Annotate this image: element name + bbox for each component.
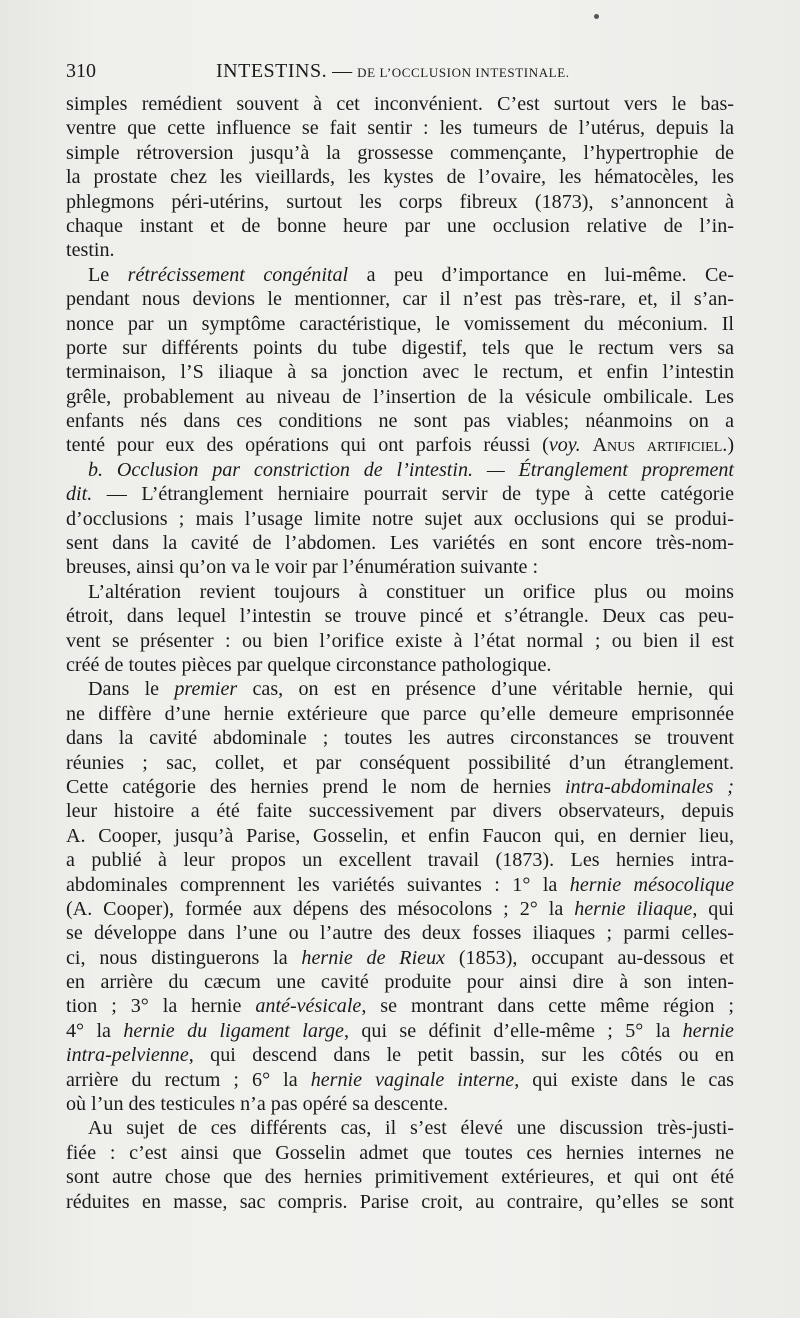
text-line: A. Cooper, jusqu’à Parise, Gosselin, et enfin Faucon qui, en dernier lieu,: [66, 824, 734, 847]
text-line: dans la cavité abdominale ; toutes les autres circonstances se trouvent: [66, 727, 734, 750]
text-line: [66, 677, 734, 701]
text-span: (1853), occupant au-dessous et: [445, 946, 734, 969]
text-line: réduites en masse, sac compris. Parise croit, au contraire, qu’elles se sont: [66, 1190, 734, 1213]
page-number: 310: [66, 60, 96, 82]
text-line: [66, 1019, 734, 1043]
page-header: [66, 58, 734, 84]
running-head: [216, 58, 570, 86]
text-line: L’altération revient toujours à constituer un orifice plus ou moins: [88, 580, 734, 603]
italic-span: hernie du ligament large: [123, 1019, 344, 1042]
text-line: phlegmons péri-utérins, surtout les corps fibreux (1873), s’annoncent à: [66, 190, 734, 213]
text-span: Cette catégorie des hernies prend le nom de hernies: [66, 775, 565, 798]
italic-span: hernie mésocolique: [569, 873, 735, 896]
text-line: [66, 775, 734, 799]
italic-span: anté-vésicale: [255, 995, 362, 1018]
text-line: [66, 263, 734, 287]
text-line: la prostate chez les vieillards, les kystes de l’ovaire, les hématocèles, les: [66, 166, 734, 189]
text-span: , qui: [692, 897, 734, 920]
text-line: grêle, probablement au niveau de l’insertion de la vésicule ombilicale. Les: [66, 385, 734, 408]
text-span: , se montrant dans cette même région ;: [361, 995, 734, 1018]
text-line: sent dans la cavité de l’abdomen. Les variétés en sont encore très-nom-: [66, 532, 734, 555]
text-line: simples remédient souvent à cet inconvénient. C’est surtout vers le bas-: [66, 93, 734, 115]
text-span: , qui se définit d’elle-même ; 5° la: [343, 1019, 683, 1042]
text-span: Le: [88, 263, 128, 286]
italic-span: intra-pelvienne: [66, 1044, 189, 1067]
text-span: tenté pour eux des opérations qui ont parfois réussi (: [66, 434, 549, 457]
ink-speck: [594, 14, 599, 19]
text-line: breuses, ainsi qu’on va le voir par l’énumération suivante :: [66, 556, 539, 579]
text-line: [66, 458, 734, 482]
text-line: vent se présenter : ou bien l’orifice existe à l’état normal ; ou bien il est: [66, 629, 734, 652]
running-head-dash: —: [332, 60, 353, 82]
italic-span: dit.: [66, 483, 93, 506]
text-line: [66, 994, 734, 1018]
text-line: chaque instant et de bonne heure par une occlusion relative de l’in-: [66, 214, 734, 237]
text-line: sont autre chose que des hernies primitivement extérieures, et qui ont été: [66, 1166, 734, 1189]
body-text: [66, 92, 734, 1214]
text-span: [581, 434, 593, 456]
text-line: créé de toutes pièces par quelque circonstance pathologique.: [66, 653, 552, 676]
text-line: [66, 873, 734, 897]
text-line: Au sujet de ces différents cas, il s’est élevé une discussion très-justi-: [88, 1117, 734, 1140]
text-line: en arrière du cæcum une cavité produite pour ainsi dire à son inten-: [66, 971, 734, 994]
text-line: [66, 1043, 734, 1067]
text-line: ventre que cette influence se fait sentir : les tumeurs de l’utérus, depuis la: [66, 117, 734, 140]
italic-span: hernie: [682, 1019, 734, 1042]
italic-span: voy.: [548, 434, 581, 457]
text-line: a publié à leur propos un excellent travail (1873). Les hernies intra-: [66, 849, 734, 872]
text-line: nonce par un symptôme caractéristique, le vomissement du méconium. Il: [66, 312, 734, 335]
text-span: .): [722, 434, 735, 457]
text-span: (A. Cooper), formée aux dépens des mésocolons ; 2° la: [66, 897, 575, 920]
text-span: tion ; 3° la hernie: [66, 995, 256, 1018]
text-line: où l’un des testicules n’a pas opéré sa descente.: [66, 1093, 449, 1116]
text-line: enfants nés dans ces conditions ne sont pas viables; néanmoins on a: [66, 410, 734, 433]
text-line: fiée : c’est ainsi que Gosselin admet que toutes ces hernies internes ne: [66, 1141, 734, 1164]
text-line: [66, 1068, 734, 1092]
text-span: , qui descend dans le petit bassin, sur les côtés ou en: [188, 1044, 734, 1067]
italic-span: hernie de Rieux: [301, 946, 446, 969]
text-line: testin.: [66, 239, 115, 262]
text-line: pendant nous devions le mentionner, car il n’est pas très-rare, et, il s’an-: [66, 288, 734, 311]
text-span: , qui existe dans le cas: [514, 1068, 734, 1091]
text-line: étroit, dans lequel l’intestin se trouve pincé et s’étrangle. Deux cas peu-: [66, 605, 734, 628]
text-span: — L’étranglement herniaire pourrait servir de type à cette catégorie: [92, 483, 734, 506]
text-span: Dans le: [88, 678, 175, 701]
italic-span: rétrécissement congénital: [127, 263, 349, 286]
text-line: [66, 433, 734, 457]
text-line: leur histoire a été faite successivement par divers observateurs, depuis: [66, 800, 734, 823]
text-line: réunies ; sac, collet, et par conséquent possibilité d’un étranglement.: [66, 751, 734, 774]
text-span: cas, on est en présence d’une véritable hernie, qui: [237, 678, 734, 701]
text-line: [66, 946, 734, 970]
text-line: porte sur différents points du tube digestif, tels que le rectum vers sa: [66, 336, 734, 359]
text-span: abdominales comprennent les variétés suivantes : 1° la: [66, 873, 570, 896]
text-span: ci, nous distinguerons la: [66, 946, 302, 969]
italic-span: b. Occlusion par constriction de l’intestin. — Étranglement proprement: [88, 458, 734, 481]
text-line: terminaison, l’S iliaque à sa jonction avec le rectum, et enfin l’intestin: [66, 361, 734, 384]
italic-span: premier: [174, 678, 238, 701]
text-line: ne diffère d’une hernie extérieure que parce qu’elle demeure emprisonnée: [66, 702, 734, 725]
text-line: se développe dans l’une ou l’autre des deux fosses iliaques ; parmi celles-: [66, 922, 734, 945]
italic-span: hernie iliaque: [574, 897, 693, 920]
text-line: [66, 482, 734, 506]
text-line: d’occlusions ; mais l’usage limite notre sujet aux occlusions qui se produi-: [66, 507, 734, 530]
running-head-subtitle: DE L’OCCLUSION INTESTINALE.: [357, 65, 570, 80]
text-span: 4° la: [66, 1019, 124, 1042]
italic-span: intra-abdominales ;: [564, 775, 734, 798]
running-head-title: INTESTINS.: [216, 60, 328, 82]
text-span: arrière du rectum ; 6° la: [66, 1068, 311, 1091]
text-span: a peu d’importance en lui-même. Ce-: [348, 263, 734, 286]
italic-span: hernie vaginale interne: [310, 1068, 515, 1091]
text-line: [66, 897, 734, 921]
text-line: simple rétroversion jusqu’à la grossesse commençante, l’hypertrophie de: [66, 141, 734, 164]
small-caps-span: Anus artificiel: [592, 434, 723, 457]
